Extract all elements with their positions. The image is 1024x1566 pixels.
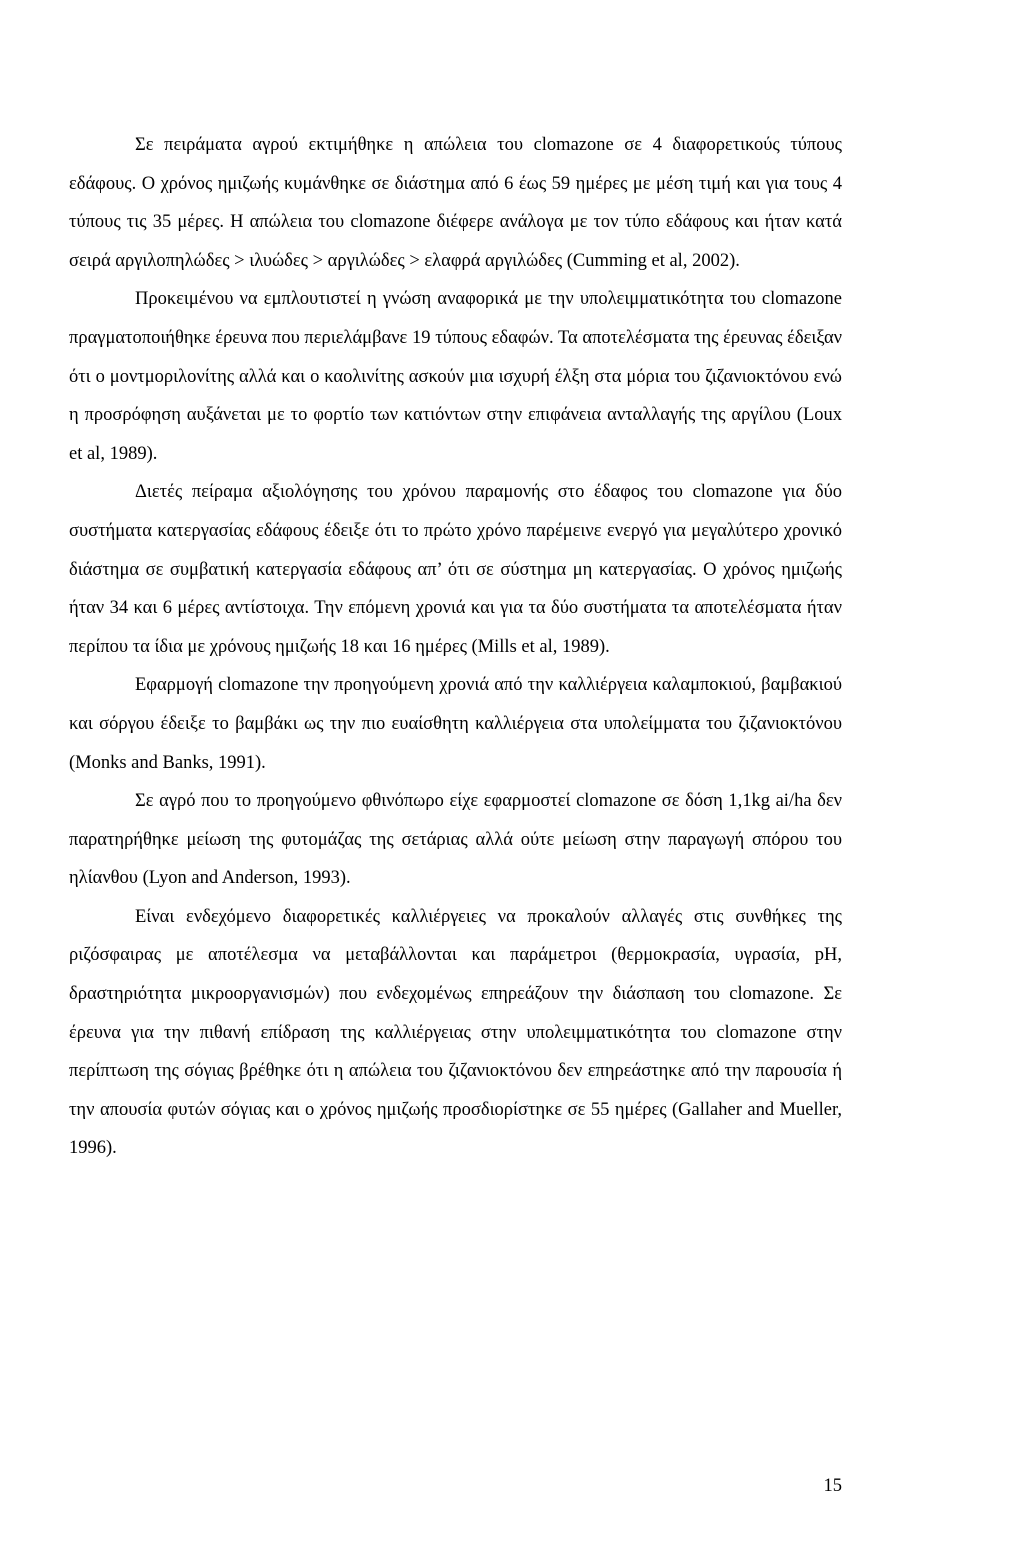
document-body	[69, 126, 842, 1168]
page-number: 15	[823, 1476, 842, 1496]
paragraph-clomazone-soil-types: Σε πειράματα αγρού εκτιμήθηκε η απώλεια του clomazone σε 4 διαφορετικούς τύπους εδάφους. Ο χρόνος ημιζωής κυμάνθηκε σε διάστημα από 6 έως 59 ημέρες με μέση τιμή και για τους 4 τύπους τις 35 μέρες. Η απώλεια του clomazone διέφερε ανάλογα με τον τύπο εδάφους και ήταν κατά σειρά αργιλοπηλώδες > ιλυώδες > αργιλώδες > ελαφρά αργιλώδες (Cumming et al, 2002).	[69, 135, 842, 271]
paragraph-rhizosphere-effects: Είναι ενδεχόμενο διαφορετικές καλλιέργειες να προκαλούν αλλαγές στις συνθήκες της ριζόσφαιρας με αποτέλεσμα να μεταβάλλονται και παράμετροι (θερμοκρασία, υγρασία, pH, δραστηριότητα μικροοργανισμών) που ενδεχομένως επηρεάζουν την διάσπαση του clomazone. Σε έρευνα για την πιθανή επίδραση της καλλιέργειας στην υπολειμματικότητα του clomazone στην περίπτωση της σόγιας βρέθηκε ότι η απώλεια του ζιζανιοκτόνου δεν επηρεάστηκε από την παρουσία ή την απουσία φυτών σόγιας και ο χρόνος ημιζωής προσδιορίστηκε σε 55 ημέρες (Gallaher and Mueller, 1996).	[69, 906, 842, 1159]
paragraph-crop-sensitivity: Εφαρμογή clomazone την προηγούμενη χρονιά από την καλλιέργεια καλαμποκιού, βαμβακιού και σόργου έδειξε το βαμβάκι ως την πιο ευαίσθητη καλλιέργεια στα υπολείμματα του ζιζανιοκτόνου (Monks and Banks, 1991).	[69, 675, 842, 773]
paragraph-sunflower-yield: Σε αγρό που το προηγούμενο φθινόπωρο είχε εφαρμοστεί clomazone σε δόση 1,1kg ai/ha δεν παρατηρήθηκε μείωση της φυτομάζας της σετάριας αλλά ούτε μείωση στην παραγωγή σπόρου του ηλίανθου (Lyon and Anderson, 1993).	[69, 791, 842, 889]
paragraph-tillage-systems: Διετές πείραμα αξιολόγησης του χρόνου παραμονής στο έδαφος του clomazone για δύο συστήματα κατεργασίας εδάφους έδειξε ότι το πρώτο χρόνο παρέμεινε ενεργό για μεγαλύτερο χρονικό διάστημα σε συμβατική κατεργασία εδάφους απ’ ότι σε σύστημα μη κατεργασίας. Ο χρόνος ημιζωής ήταν 34 και 6 μέρες αντίστοιχα. Την επόμενη χρονιά και για τα δύο συστήματα τα αποτελέσματα ήταν περίπου τα ίδια με χρόνους ημιζωής 18 και 16 ημέρες (Mills et al, 1989).	[69, 482, 842, 657]
paragraph-clay-adsorption: Προκειμένου να εμπλουτιστεί η γνώση αναφορικά με την υπολειμματικότητα του clomazone πραγματοποιήθηκε έρευνα που περιελάμβανε 19 τύπους εδαφών. Τα αποτελέσματα της έρευνας έδειξαν ότι ο μοντμοριλονίτης αλλά και ο καολινίτης ασκούν μια ισχυρή έλξη στα μόρια του ζιζανιοκτόνου ενώ η προσρόφηση αυξάνεται με το φορτίο των κατιόντων στην επιφάνεια ανταλλαγής της αργίλου (Loux et al, 1989).	[69, 289, 842, 464]
